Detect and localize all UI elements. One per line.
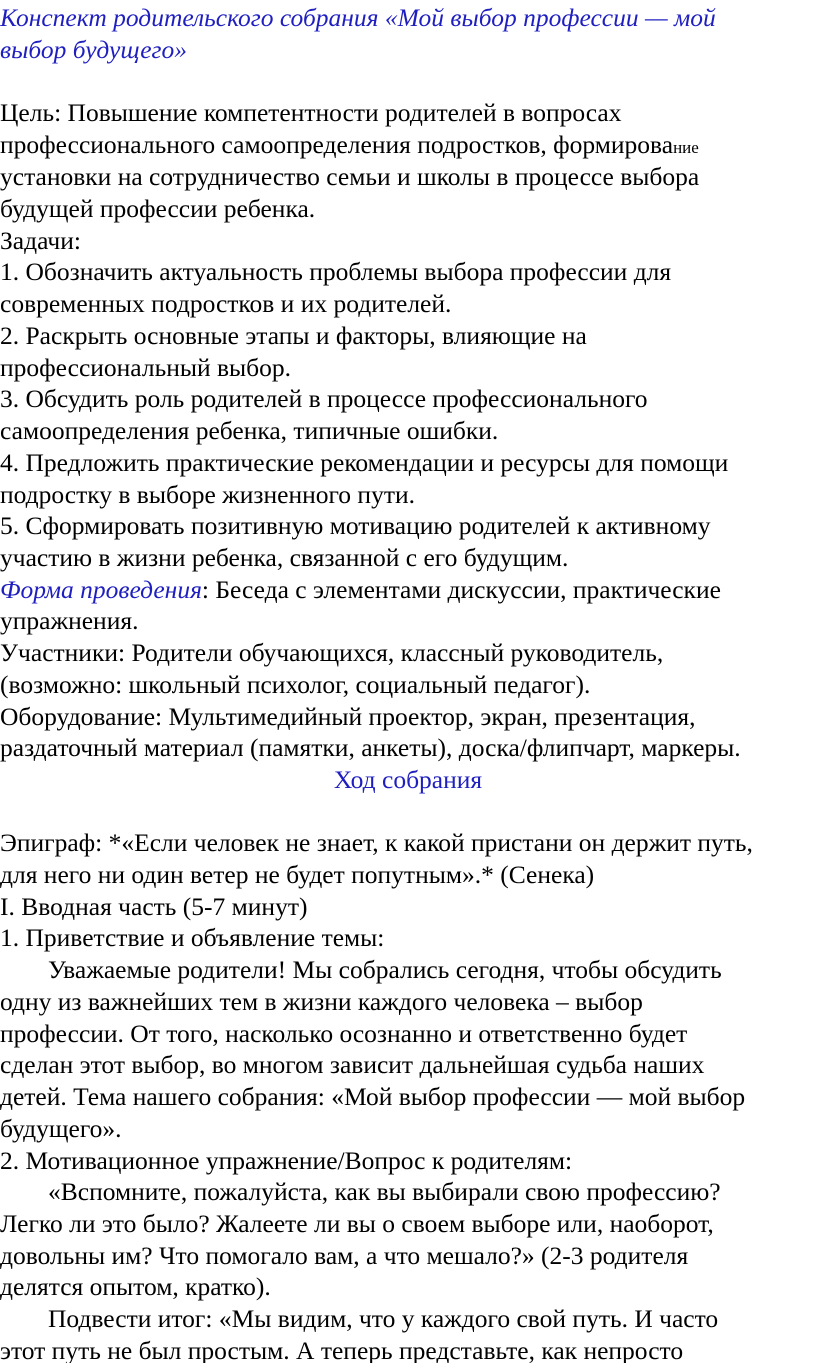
task-1-line-2: современных подростков и их родителей. [0, 289, 452, 318]
intro-heading: I. Вводная часть (5-7 минут) [0, 892, 308, 921]
form-line-1 [0, 574, 721, 606]
task-5-line-1: 5. Сформировать позитивную мотивацию родителей к активному [0, 511, 711, 540]
equipment-line-1: Оборудование: Мультимедийный проектор, экран, презентация, [0, 702, 696, 731]
intro-paragraph-1-line-2: одну из важнейших тем в жизни каждого человека – выбор [0, 987, 643, 1016]
task-5-line-2: участию в жизни ребенка, связанной с его будущим. [0, 543, 569, 572]
task-3-line-2: самоопределения ребенка, типичные ошибки. [0, 416, 499, 445]
intro-paragraph-1-line-3: профессии. От того, насколько осознанно и ответственно будет [0, 1019, 688, 1048]
epigraph-line-2: для него ни один ветер не будет попутным».* (Сенека) [0, 860, 595, 889]
document-title-line-1: Конспект родительского собрания «Мой выбор профессии — мой [0, 3, 716, 32]
intro-paragraph-1-line-1: Уважаемые родители! Мы собрались сегодня, чтобы обсудить [48, 955, 722, 984]
task-3-line-1: 3. Обсудить роль родителей в процессе профессионального [0, 384, 648, 413]
goal-line-4: будущей профессии ребенка. [0, 194, 316, 223]
intro-item-2: 2. Мотивационное упражнение/Вопрос к родителям: [0, 1146, 573, 1175]
intro-paragraph-2-line-3: довольны им? Что помогало вам, а что мешало?» (2-3 родителя [0, 1241, 689, 1270]
intro-paragraph-3-line-2: этот путь не был простым. А теперь представьте, как непросто [0, 1336, 684, 1363]
form-label: Форма проведения [0, 575, 202, 604]
intro-paragraph-2-line-1: «Вспомните, пожалуйста, как вы выбирали свою профессию? [48, 1177, 721, 1206]
task-1-line-1: 1. Обозначить актуальность проблемы выбора профессии для [0, 257, 672, 286]
goal-line-2-suffix: ние [673, 138, 699, 157]
participants-line-1: Участники: Родители обучающихся, классный руководитель, [0, 638, 664, 667]
equipment-line-2: раздаточный материал (памятки, анкеты), доска/флипчарт, маркеры. [0, 733, 741, 762]
goal-line-2-main: профессионального самоопределения подростков, формирова [0, 130, 674, 159]
form-line-2: упражнения. [0, 606, 139, 635]
task-4-line-2: подростку в выборе жизненного пути. [0, 480, 415, 509]
participants-line-2: (возможно: школьный психолог, социальный педагог). [0, 670, 591, 699]
intro-paragraph-2-line-4: делятся опытом, кратко). [0, 1272, 271, 1301]
intro-paragraph-2-line-2: Легко ли это было? Жалеете ли вы о своем выборе или, наоборот, [0, 1209, 714, 1238]
form-description: : Беседа с элементами дискуссии, практические [201, 575, 721, 604]
intro-paragraph-1-line-6: будущего». [0, 1114, 122, 1143]
intro-paragraph-1-line-5: детей. Тема нашего собрания: «Мой выбор профессии — мой выбор [0, 1082, 746, 1111]
intro-item-1: 1. Приветствие и объявление темы: [0, 923, 385, 952]
task-2-line-1: 2. Раскрыть основные этапы и факторы, влияющие на [0, 321, 587, 350]
tasks-heading: Задачи: [0, 226, 81, 255]
goal-line-2 [0, 129, 699, 164]
epigraph-line-1: Эпиграф: *«Если человек не знает, к какой пристани он держит путь, [0, 828, 753, 857]
goal-line-3: установки на сотрудничество семьи и школы в процессе выбора [0, 162, 700, 191]
intro-paragraph-3-line-1: Подвести итог: «Мы видим, что у каждого свой путь. И часто [48, 1304, 719, 1333]
course-heading: Ход собрания [333, 765, 483, 794]
goal-line-1: Цель: Повышение компетентности родителей в вопросах [0, 98, 622, 127]
task-2-line-2: профессиональный выбор. [0, 353, 292, 382]
task-4-line-1: 4. Предложить практические рекомендации и ресурсы для помощи [0, 448, 729, 477]
document-title-line-2: выбор будущего» [0, 35, 187, 64]
intro-paragraph-1-line-4: сделан этот выбор, во многом зависит дальнейшая судьба наших [0, 1050, 705, 1079]
